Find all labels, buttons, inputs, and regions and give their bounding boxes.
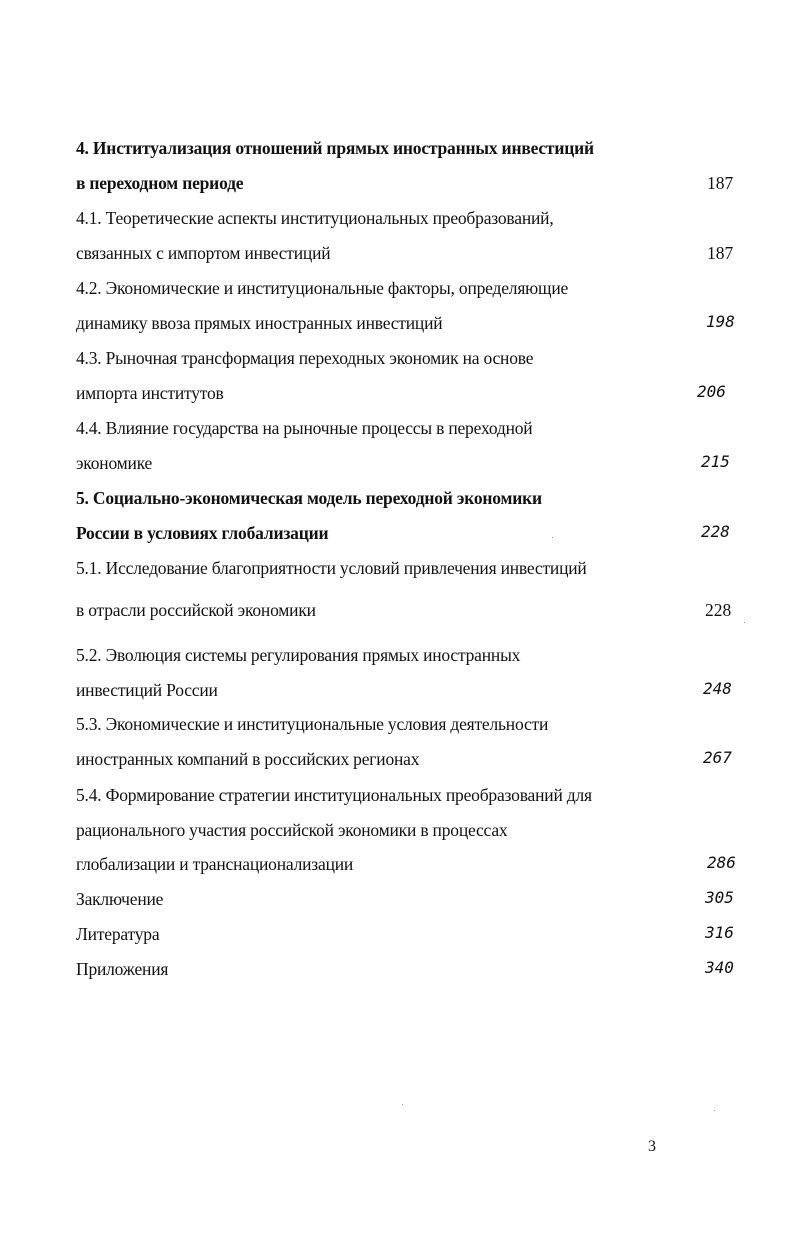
- toc-entry-4-4-line2: экономике: [76, 453, 153, 473]
- scan-speck: [714, 1110, 715, 1111]
- toc-page-4-2: 198: [706, 312, 735, 331]
- toc-entry-literature: Литература: [76, 924, 160, 944]
- toc-page-conclusion: 305: [705, 888, 734, 907]
- toc-page-4-1: 187: [707, 243, 734, 263]
- toc-entry-5-4-line3: глобализации и транснационализации: [76, 854, 354, 874]
- toc-entry-5-2-line1: 5.2. Эволюция системы регулирования прямых иностранных: [76, 645, 521, 665]
- toc-heading-4-line2: в переходном периоде: [76, 173, 244, 193]
- toc-page-4-3: 206: [697, 382, 726, 401]
- toc-page-5-2: 248: [703, 679, 732, 698]
- toc-page-5: 228: [701, 522, 730, 541]
- toc-entry-4-3-line1: 4.3. Рыночная трансформация переходных экономик на основе: [76, 348, 534, 368]
- scan-speck: [552, 537, 553, 538]
- toc-page-5-4: 286: [707, 853, 736, 872]
- toc-heading-4-line1: 4. Институализация отношений прямых иностранных инвестиций: [76, 138, 594, 158]
- toc-entry-conclusion: Заключение: [76, 889, 164, 909]
- toc-page-appendices: 340: [705, 958, 734, 977]
- toc-entry-4-4-line1: 4.4. Влияние государства на рыночные процессы в переходной: [76, 418, 533, 438]
- toc-entry-5-4-line1: 5.4. Формирование стратегии институциональных преобразований для: [76, 785, 592, 805]
- toc-entry-5-3-line2: иностранных компаний в российских регионах: [76, 749, 420, 769]
- toc-entry-5-4-line2: рационального участия российской экономики в процессах: [76, 820, 508, 840]
- toc-page-5-1: 228: [705, 600, 732, 620]
- scan-speck: [402, 1104, 403, 1105]
- toc-entry-4-2-line2: динамику ввоза прямых иностранных инвестиций: [76, 313, 443, 333]
- scan-speck: [744, 622, 745, 623]
- toc-page-literature: 316: [705, 923, 734, 942]
- toc-entry-4-1-line1: 4.1. Теоретические аспекты институциональных преобразований,: [76, 208, 554, 228]
- toc-entry-5-3-line1: 5.3. Экономические и институциональные условия деятельности: [76, 714, 549, 734]
- toc-page-4: 187: [707, 173, 734, 193]
- toc-page-5-3: 267: [703, 748, 732, 767]
- toc-heading-5-line1: 5. Социально-экономическая модель переходной экономики: [76, 488, 542, 508]
- toc-entry-5-1-line2: в отрасли российской экономики: [76, 600, 316, 620]
- page-number: 3: [648, 1138, 656, 1155]
- toc-heading-5-line2: России в условиях глобализации: [76, 523, 329, 543]
- toc-entry-appendices: Приложения: [76, 959, 169, 979]
- toc-entry-5-2-line2: инвестиций России: [76, 680, 218, 700]
- toc-entry-5-1-line1: 5.1. Исследование благоприятности условий привлечения инвестиций: [76, 558, 587, 578]
- toc-entry-4-3-line2: импорта институтов: [76, 383, 224, 403]
- toc-page-4-4: 215: [701, 452, 730, 471]
- toc-entry-4-1-line2: связанных с импортом инвестиций: [76, 243, 331, 263]
- toc-entry-4-2-line1: 4.2. Экономические и институциональные факторы, определяющие: [76, 278, 569, 298]
